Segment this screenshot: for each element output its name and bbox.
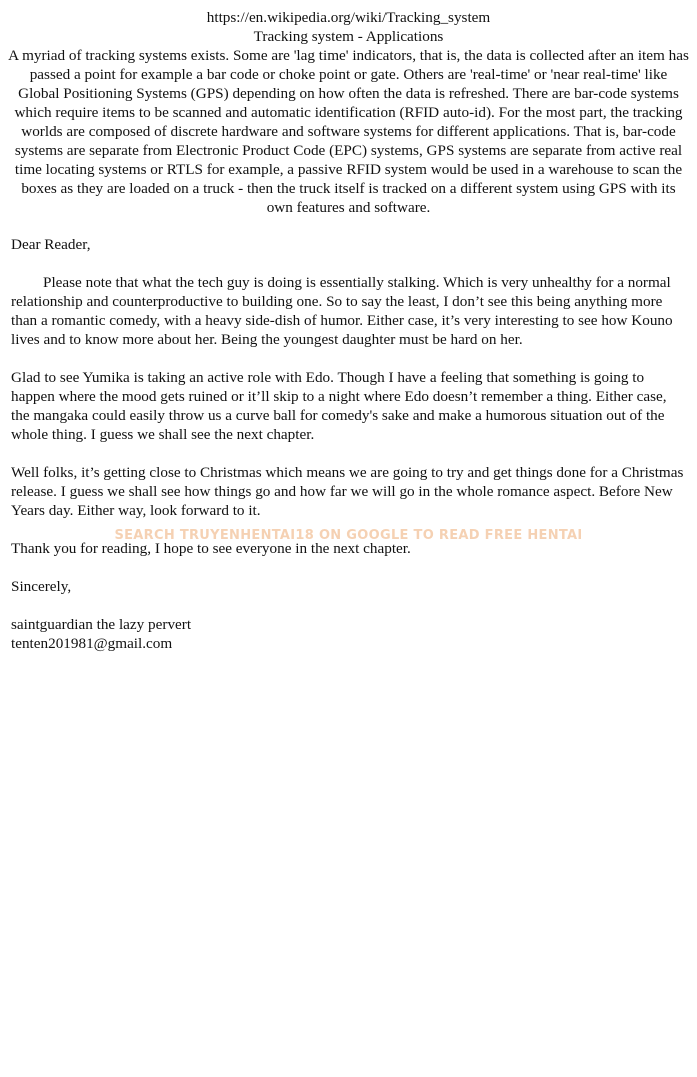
letter-greeting: Dear Reader, (11, 236, 91, 253)
source-title: Tracking system - Applications (253, 28, 444, 45)
letter-paragraph-4: Thank you for reading, I hope to see everyone in the next chapter. (11, 540, 411, 557)
letter-signature (11, 615, 687, 653)
source-header (8, 8, 689, 217)
watermark-text: SEARCH TRUYENHENTAI18 ON GOOGLE TO READ FREE HENTAI (114, 528, 583, 543)
signature-name: saintguardian the lazy pervert (11, 616, 192, 633)
letter-paragraph-2: Glad to see Yumika is taking an active role with Edo. Though I have a feeling that something is going to happen where the mood gets ruined or it’ll skip to a night where Edo doesn’t remember a thing. Either case, the mangaka could easily throw us a curve ball for comedy's sake and make a humorous situation out of the whole thing. I guess we shall see the next chapter. (11, 369, 667, 443)
letter-paragraph-3: Well folks, it’s getting close to Christmas which means we are going to try and get things done for a Christmas release. I guess we shall see how things go and how far we will go in the whole romance aspect. Before New Years day. Either way, look forward to it. (11, 464, 684, 519)
signature-email: tenten201981@gmail.com (11, 635, 173, 652)
letter-paragraph-1: Please note that what the tech guy is doing is essentially stalking. Which is very unhealthy for a normal relationship and counterproductive to building one. So to say the least, I don’t see this being anything more than a romantic comedy, with a heavy side-dish of humor. Either case, it’s very interesting to see how Kouno lives and to know more about her. Being the youngest daughter must be hard on her. (11, 274, 673, 348)
letter-body (11, 235, 687, 672)
source-description: A myriad of tracking systems exists. Some are 'lag time' indicators, that is, the data is collected after an item has passed a point for example a bar code or choke point or gate. Others are 'real-time' or 'near real-time' like Global Positioning Systems (GPS) depending on how often the data is refreshed. There are bar-code systems which require items to be scanned and automatic identification (RFID auto-id). For the most part, the tracking worlds are composed of discrete hardware and software systems for different applications. That is, bar-code systems are separate from Electronic Product Code (EPC) systems, GPS systems are separate from active real time locating systems or RTLS for example, a passive RFID system would be used in a warehouse to scan the boxes as they are loaded on a truck - then the truck itself is tracked on a different system using GPS with its own features and software. (8, 47, 689, 216)
letter-closing: Sincerely, (11, 578, 72, 595)
source-url: https://en.wikipedia.org/wiki/Tracking_system (206, 9, 491, 26)
